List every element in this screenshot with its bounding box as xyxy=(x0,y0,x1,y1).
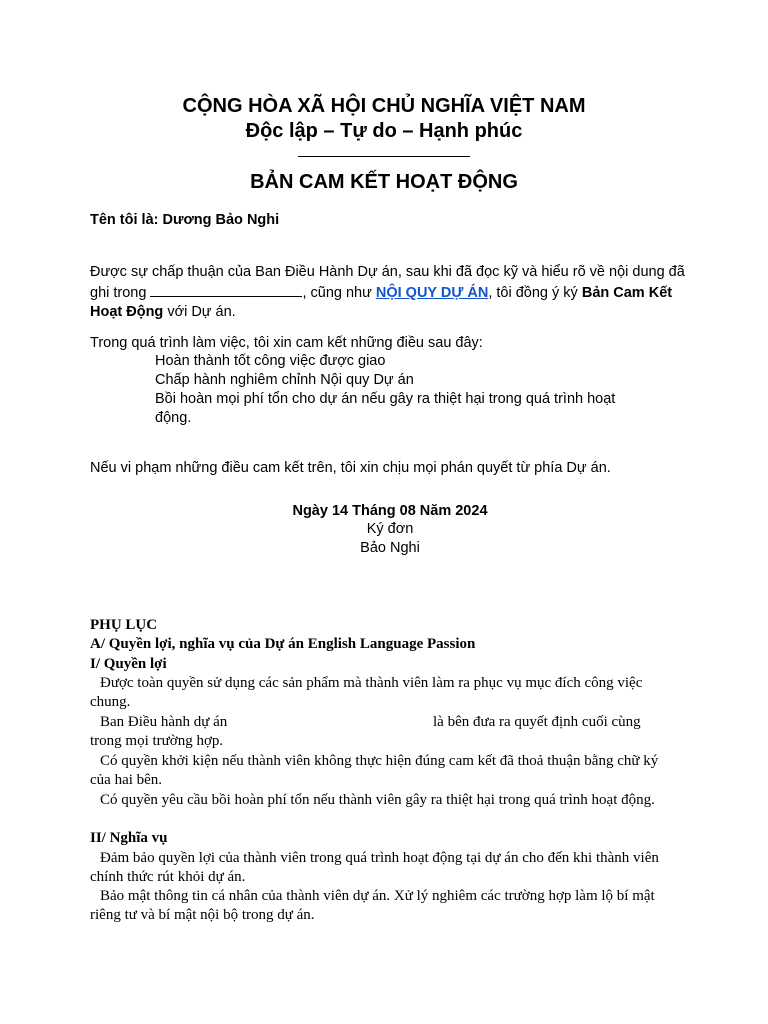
right2-wrap-line xyxy=(90,732,290,751)
duty-item: Bảo mật thông tin cá nhân của thành viên dự án. Xử lý nghiêm các trường hợp làm lộ bí mật riêng tư và bí mật nội bộ trong dự án. xyxy=(90,888,655,923)
header-separator xyxy=(298,156,470,157)
consent-text-2: , cũng như xyxy=(302,285,372,301)
duty-item: Đảm bảo quyền lợi của thành viên trong quá trình hoạt động tại dự án cho đến khi thành viên chính thức rút khỏi dự án. xyxy=(90,850,659,885)
signature-date: Ngày 14 Tháng 08 Năm 2024 xyxy=(292,503,488,519)
name-line: Tên tôi là: Dương Bảo Nghi xyxy=(90,212,280,228)
consent-text-4: với Dự án. xyxy=(167,304,236,320)
commitment-item: Hoàn thành tốt công việc được giao xyxy=(155,353,386,369)
commitment-item: Bồi hoàn mọi phí tổn cho dự án nếu gây ra thiệt hại trong quá trình hoạt động. xyxy=(155,391,616,426)
document-title: BẢN CAM KẾT HOẠT ĐỘNG xyxy=(250,171,518,193)
signer-name: Bảo Nghi xyxy=(360,540,420,556)
right2-text-1: Ban Điều hành dự án xyxy=(100,714,228,730)
commitments-lead: Trong quá trình làm việc, tôi xin cam kết những điều sau đây: xyxy=(90,335,483,351)
right2-continuation-line xyxy=(433,713,683,732)
blank-field[interactable] xyxy=(150,282,302,297)
right-item: Được toàn quyền sử dụng các sản phẩm mà thành viên làm ra phục vụ mục đích công việc chung. xyxy=(90,675,643,710)
rules-link[interactable]: NỘI QUY DỰ ÁN xyxy=(375,285,489,301)
appendix-title: PHỤ LỤC xyxy=(90,617,158,633)
commitment-name: Bản Cam Kết Hoạt Động xyxy=(90,285,673,320)
right-item: Có quyền yêu cầu bồi hoàn phí tổn nếu thành viên gây ra thiệt hại trong quá trình hoạt động. xyxy=(100,792,655,808)
signature-label: Ký đơn xyxy=(366,521,414,537)
right2-text-2: là bên đưa ra quyết định cuối cùng xyxy=(433,714,641,730)
commitment-item: Chấp hành nghiêm chỉnh Nội quy Dự án xyxy=(155,372,414,388)
consent-text-1: Được sự chấp thuận của Ban Điều Hành Dự án, sau khi đã đọc kỹ và hiểu rõ về nội dung đã ghi trong xyxy=(90,264,685,301)
rights-heading: I/ Quyền lợi xyxy=(90,656,167,672)
right-item: Có quyền khởi kiện nếu thành viên không thực hiện đúng cam kết đã thoả thuận bằng chữ ký của hai bên. xyxy=(90,753,659,788)
right2-text-2-wrap: trong mọi trường hợp. xyxy=(90,733,224,749)
motto-heading: Độc lập – Tự do – Hạnh phúc xyxy=(245,120,523,142)
violation-statement: Nếu vi phạm những điều cam kết trên, tôi xin chịu mọi phán quyết từ phía Dự án. xyxy=(90,460,611,476)
commitments-list xyxy=(155,352,645,428)
duties-heading: II/ Nghĩa vụ xyxy=(90,830,168,846)
nation-heading: CỘNG HÒA XÃ HỘI CHỦ NGHĨA VIỆT NAM xyxy=(182,95,586,117)
consent-paragraph xyxy=(90,263,690,322)
appendix-section-a: A/ Quyền lợi, nghĩa vụ của Dự án English Language Passion xyxy=(90,636,476,652)
consent-text-3: , tôi đồng ý ký xyxy=(488,285,578,301)
